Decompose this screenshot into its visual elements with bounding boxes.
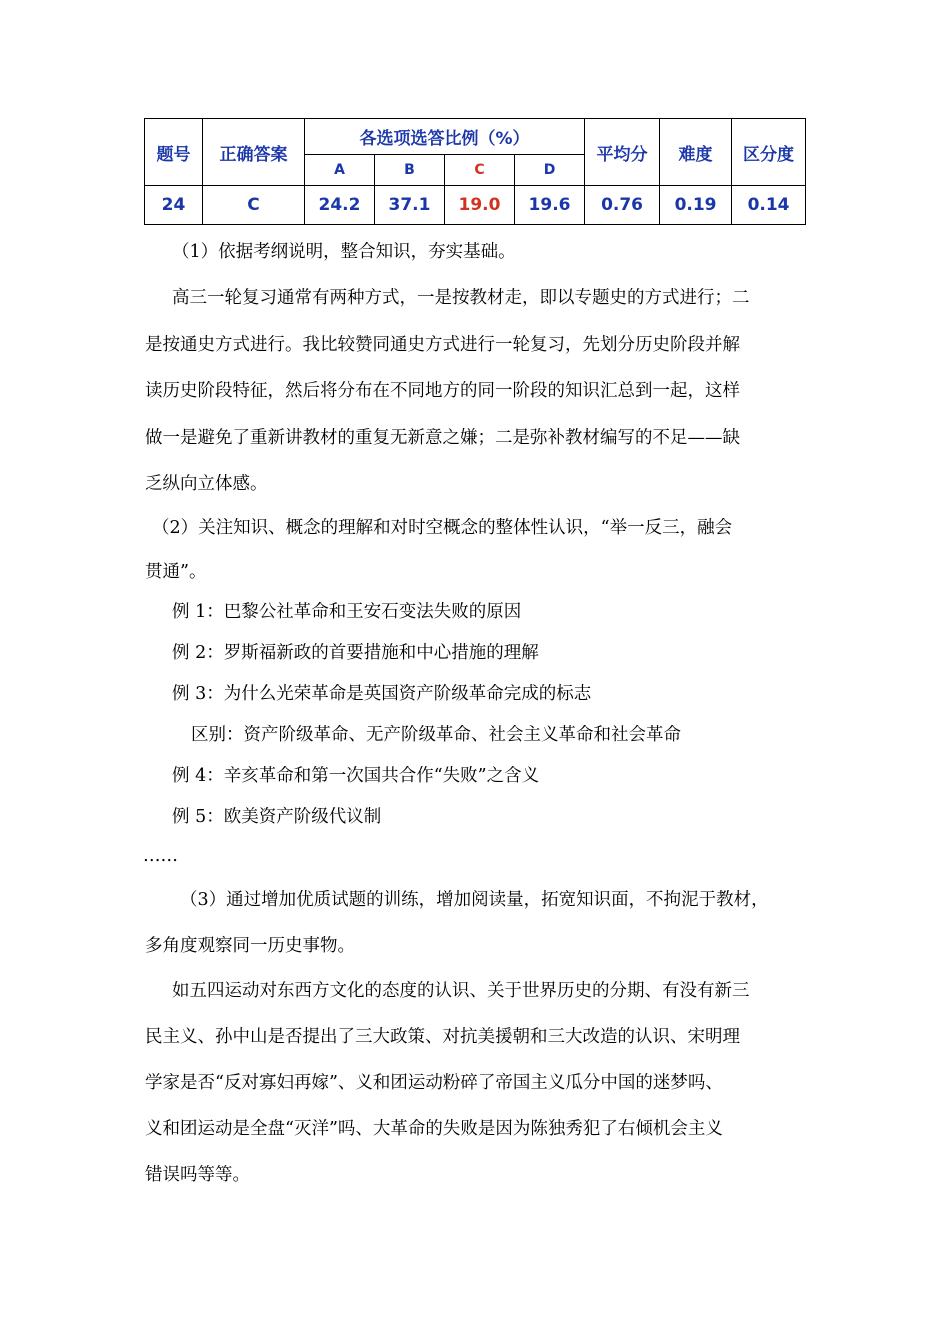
paragraph-line: 民主义、孙中山是否提出了三大政策、对抗美援朝和三大改造的认识、宋明理 <box>145 1027 740 1047</box>
header-option-d: D <box>515 155 585 186</box>
header-average-score: 平均分 <box>585 119 660 186</box>
example-5: 例 5：欧美资产阶级代议制 <box>172 807 382 827</box>
cell-average-score: 0.76 <box>585 186 660 225</box>
header-option-c: C <box>445 155 515 186</box>
cell-difficulty: 0.19 <box>660 186 732 225</box>
example-3-note: 区别：资产阶级革命、无产阶级革命、社会主义革命和社会革命 <box>191 725 681 745</box>
paragraph-line: 错误吗等等。 <box>145 1165 250 1185</box>
header-correct-answer: 正确答案 <box>203 119 305 186</box>
paragraph-point-3: （3）通过增加优质试题的训练，增加阅读量，拓宽知识面，不拘泥于教材， <box>180 890 769 910</box>
paragraph-line: 乏纵向立体感。 <box>145 474 268 494</box>
table-row <box>145 186 806 225</box>
paragraph-line: 多角度观察同一历史事物。 <box>145 936 355 956</box>
ellipsis: …… <box>143 846 178 866</box>
paragraph-point-1: （1）依据考纲说明，整合知识，夯实基础。 <box>172 242 516 262</box>
header-discrimination: 区分度 <box>732 119 806 186</box>
cell-option-d: 19.6 <box>515 186 585 225</box>
example-1: 例 1：巴黎公社革命和王安石变法失败的原因 <box>172 602 522 622</box>
header-difficulty: 难度 <box>660 119 732 186</box>
cell-discrimination: 0.14 <box>732 186 806 225</box>
paragraph-line: 做一是避免了重新讲教材的重复无新意之嫌；二是弥补教材编写的不足——缺 <box>145 428 740 448</box>
example-3: 例 3：为什么光荣革命是英国资产阶级革命完成的标志 <box>172 684 592 704</box>
cell-question-no: 24 <box>145 186 203 225</box>
paragraph-line: 义和团运动是全盘“灭洋”吗、大革命的失败是因为陈独秀犯了右倾机会主义 <box>145 1119 723 1139</box>
paragraph-line: 是按通史方式进行。我比较赞同通史方式进行一轮复习，先划分历史阶段并解 <box>145 335 740 355</box>
answer-statistics-table <box>144 118 806 225</box>
cell-correct-answer: C <box>203 186 305 225</box>
paragraph-line: 如五四运动对东西方文化的态度的认识、关于世界历史的分期、有没有新三 <box>172 981 750 1001</box>
paragraph-line: 读历史阶段特征，然后将分布在不同地方的同一阶段的知识汇总到一起，这样 <box>145 381 740 401</box>
example-4: 例 4：辛亥革命和第一次国共合作“失败”之含义 <box>172 766 540 786</box>
header-question-no: 题号 <box>145 119 203 186</box>
header-option-b: B <box>375 155 445 186</box>
paragraph-line: 高三一轮复习通常有两种方式，一是按教材走，即以专题史的方式进行；二 <box>172 288 750 308</box>
paragraph-line: 贯通”。 <box>145 562 207 582</box>
header-option-ratio: 各选项选答比例（%） <box>305 119 585 155</box>
example-2: 例 2：罗斯福新政的首要措施和中心措施的理解 <box>172 643 539 663</box>
cell-option-c: 19.0 <box>445 186 515 225</box>
paragraph-line: 学家是否“反对寡妇再嫁”、义和团运动粉碎了帝国主义瓜分中国的迷梦吗、 <box>145 1073 723 1093</box>
cell-option-b: 37.1 <box>375 186 445 225</box>
header-option-a: A <box>305 155 375 186</box>
paragraph-point-2: （2）关注知识、概念的理解和对时空概念的整体性认识，“举一反三，融会 <box>152 518 733 538</box>
cell-option-a: 24.2 <box>305 186 375 225</box>
